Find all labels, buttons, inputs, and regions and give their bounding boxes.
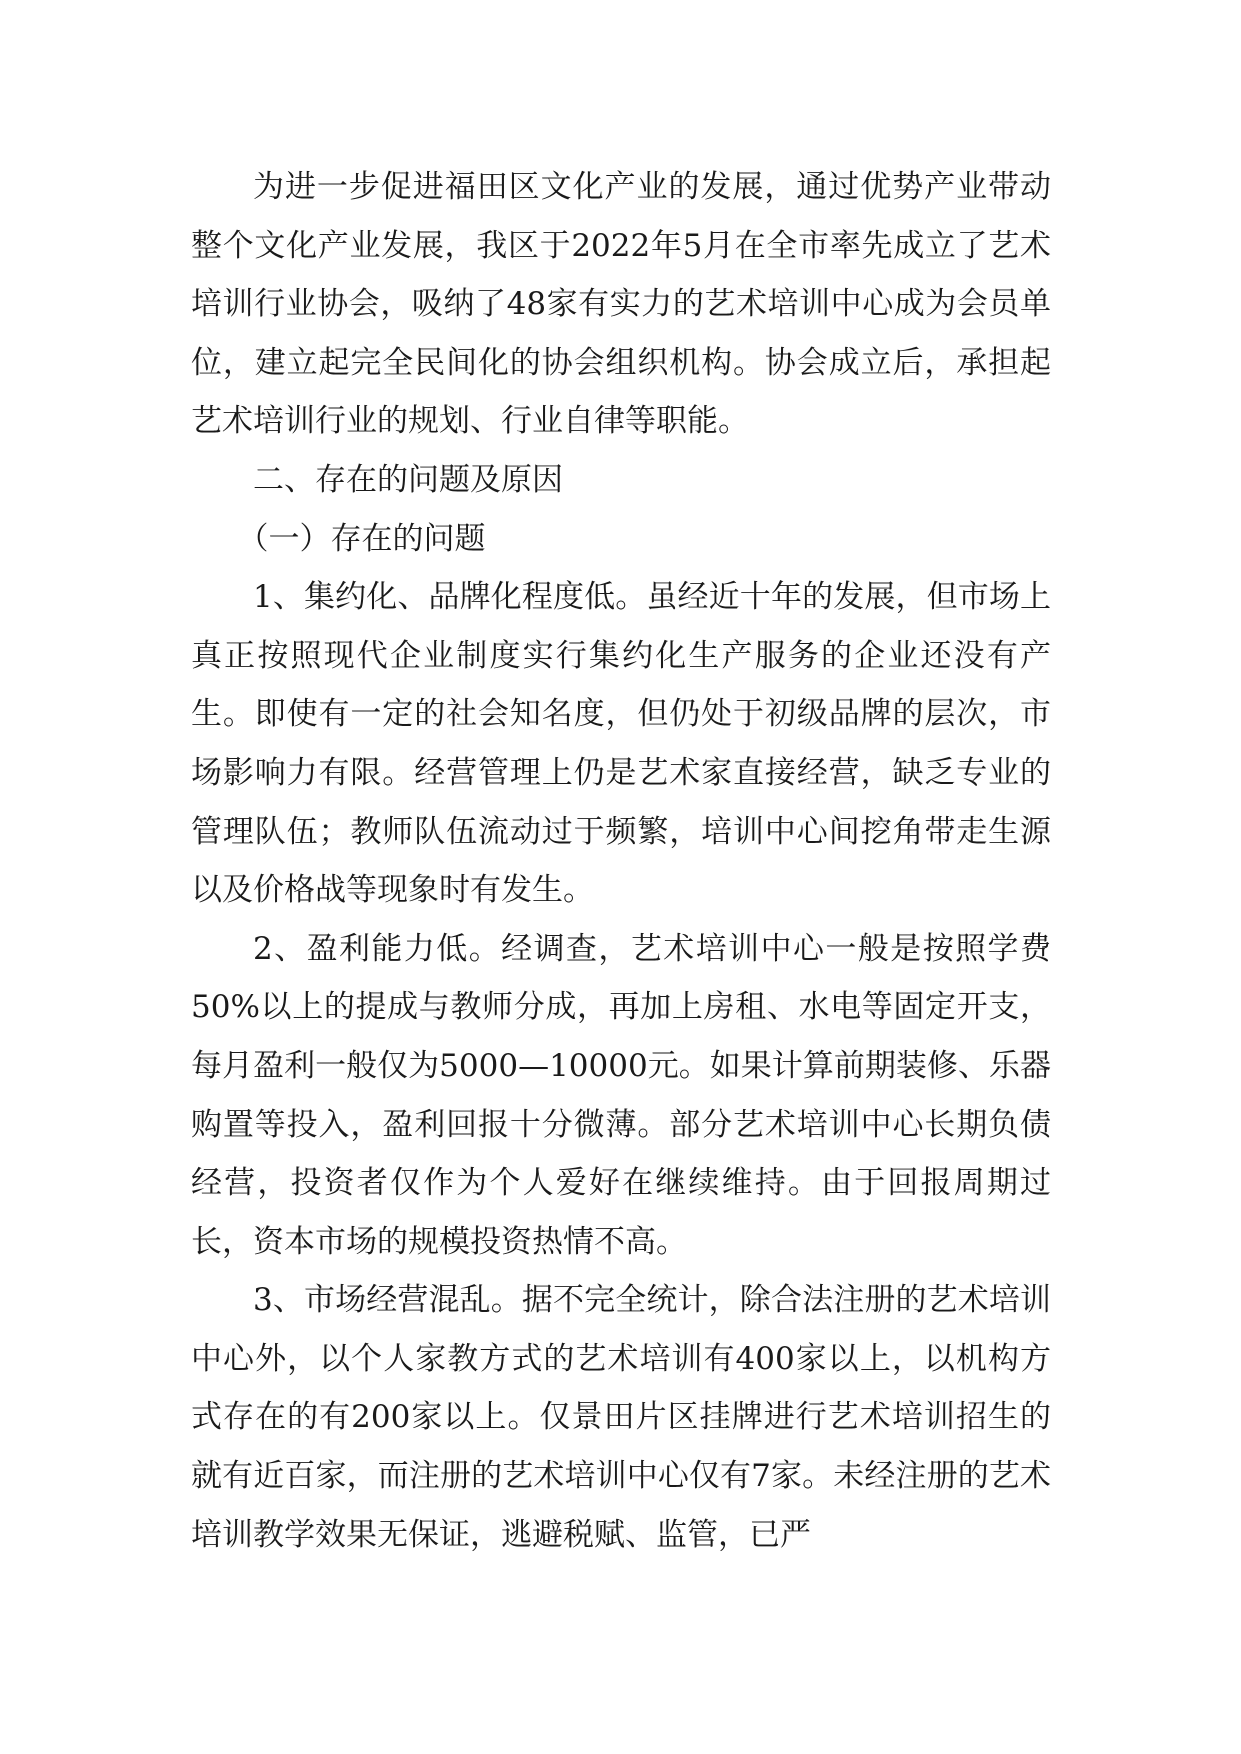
subsection-heading-existing-problems: （一）存在的问题 [237,520,486,557]
paragraph-intro: 为进一步促进福田区文化产业的发展，通过优势产业带动整个文化产业发展，我区于2022年5月在全市率先成立了艺术培训行业协会，吸纳了48家有实力的艺术培训中心成为会员单位，建立起完全民间化的协会组织机构。协会成立后，承担起艺术培训行业的规划、行业自律等职能。 [191,169,1051,440]
paragraph-problem-1: 1、集约化、品牌化程度低。虽经近十年的发展，但市场上真正按照现代企业制度实行集约化生产服务的企业还没有产生。即使有一定的社会知名度，但仍处于初级品牌的层次，市场影响力有限。经营管理上仍是艺术家直接经营，缺乏专业的管理队伍；教师队伍流动过于频繁，培训中心间挖角带走生源以及价格战等现象时有发生。 [191,579,1051,909]
document-body [191,158,1051,1564]
paragraph-problem-3: 3、市场经营混乱。据不完全统计，除合法注册的艺术培训中心外，以个人家教方式的艺术培训有400家以上，以机构方式存在的有200家以上。仅景田片区挂牌进行艺术培训招生的就有近百家，而注册的艺术培训中心仅有7家。未经注册的艺术培训教学效果无保证，逃避税赋、监管，已严 [191,1282,1051,1553]
section-heading-problems: 二、存在的问题及原因 [253,461,563,498]
paragraph-problem-2: 2、盈利能力低。经调查，艺术培训中心一般是按照学费50%以上的提成与教师分成，再加上房租、水电等固定开支，每月盈利一般仅为5000—10000元。如果计算前期装修、乐器购置等投入，盈利回报十分微薄。部分艺术培训中心长期负债经营，投资者仅作为个人爱好在继续维持。由于回报周期过长，资本市场的规模投资热情不高。 [191,930,1051,1260]
